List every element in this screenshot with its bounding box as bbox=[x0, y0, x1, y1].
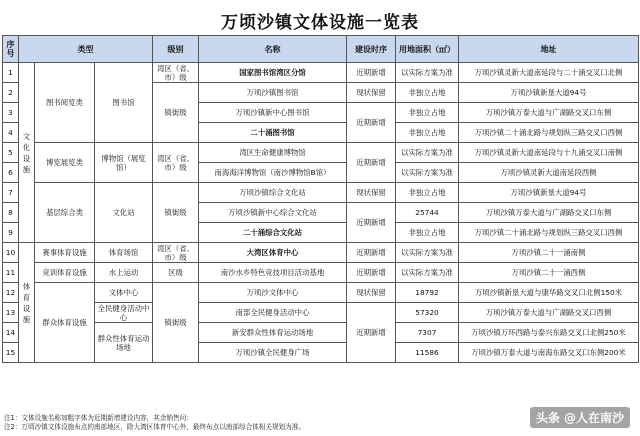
table-row bbox=[3, 63, 639, 83]
group-sports: 体育设施 bbox=[19, 243, 35, 363]
header-no: 序号 bbox=[3, 36, 19, 63]
level-bay: 湾区（省、市）级 bbox=[153, 63, 199, 83]
header-name: 名称 bbox=[199, 36, 347, 63]
row-no: 4 bbox=[3, 123, 19, 143]
row-address: 万顷沙镇万泰大道与广湖路交叉口西侧 bbox=[459, 303, 639, 323]
level-bay: 湾区（省、市）级 bbox=[153, 143, 199, 183]
table-row bbox=[3, 303, 639, 323]
row-area: 以实际方案为准 bbox=[396, 263, 459, 283]
row-address: 万顷沙镇二十一涌西侧 bbox=[459, 263, 639, 283]
header-type: 类型 bbox=[19, 36, 153, 63]
row-no: 13 bbox=[3, 303, 19, 323]
row-address: 万顷沙镇二十一涌南侧 bbox=[459, 243, 639, 263]
cat-museum: 博览展览类 bbox=[35, 143, 95, 183]
row-name: 二十涌图书馆 bbox=[199, 123, 347, 143]
row-address: 万顷沙镇万泰大道与广湖路交叉口东侧 bbox=[459, 203, 639, 223]
row-address: 万顷沙镇万泰大道与广湖路交叉口东侧 bbox=[459, 103, 639, 123]
row-status: 现状保留 bbox=[347, 83, 396, 103]
table-row bbox=[3, 263, 639, 283]
row-area: 非独立占地 bbox=[396, 223, 459, 243]
row-status: 近期新增 bbox=[347, 203, 396, 243]
header-status: 建设时序 bbox=[347, 36, 396, 63]
table-row bbox=[3, 323, 639, 343]
row-no: 15 bbox=[3, 343, 19, 363]
row-address: 万顷沙镇二十涌北路与规划纵三路交叉口西侧 bbox=[459, 123, 639, 143]
row-name: 万顷沙镇综合文化站 bbox=[199, 183, 347, 203]
row-no: 6 bbox=[3, 163, 19, 183]
level-town: 镇街级 bbox=[153, 183, 199, 243]
row-address: 万顷沙镇二十涌北路与规划纵三路交叉口西侧 bbox=[459, 223, 639, 243]
sub-library: 图书馆 bbox=[95, 63, 153, 143]
watermark: 头条 @人在南沙 bbox=[530, 407, 630, 428]
row-area: 非独立占地 bbox=[396, 83, 459, 103]
sub-culture-center: 文体中心 bbox=[95, 283, 153, 303]
facility-table bbox=[2, 35, 639, 363]
row-status: 近期新增 bbox=[347, 243, 396, 263]
row-no: 1 bbox=[3, 63, 19, 83]
row-no: 5 bbox=[3, 143, 19, 163]
row-no: 11 bbox=[3, 263, 19, 283]
note-1: 注1：文体设施名称加粗字体为近期新增建设内容，其余销售问： bbox=[4, 414, 193, 422]
row-no: 2 bbox=[3, 83, 19, 103]
row-name: 万顷沙镇图书馆 bbox=[199, 83, 347, 103]
header-address: 地址 bbox=[459, 36, 639, 63]
sub-museum: 博物馆（展览馆） bbox=[95, 143, 153, 183]
row-address: 万顷沙镇万环西路与泰兴东路交叉口北侧250米 bbox=[459, 323, 639, 343]
row-name: 万顷沙镇新中心图书馆 bbox=[199, 103, 347, 123]
row-name: 万顷沙文体中心 bbox=[199, 283, 347, 303]
row-no: 8 bbox=[3, 203, 19, 223]
row-area: 以实际方案为准 bbox=[396, 163, 459, 183]
row-no: 3 bbox=[3, 103, 19, 123]
level-town: 镇街级 bbox=[153, 283, 199, 363]
row-name: 湾区生命健康博物馆 bbox=[199, 143, 347, 163]
group-culture: 文化设施 bbox=[19, 63, 35, 243]
row-no: 10 bbox=[3, 243, 19, 263]
row-name: 国家图书馆湾区分馆 bbox=[199, 63, 347, 83]
header-area: 用地面积（㎡） bbox=[396, 36, 459, 63]
sub-venue: 群众性体育运动场地 bbox=[95, 323, 153, 363]
cat-match: 赛事体育设施 bbox=[35, 243, 95, 263]
row-address: 万顷沙镇灵新大道南延段与二十涌交叉口北侧 bbox=[459, 63, 639, 83]
level-bay: 湾区（省、市）级 bbox=[153, 243, 199, 263]
row-status: 近期新增 bbox=[347, 263, 396, 283]
row-name: 南海海洋博物馆（南沙博物馆B馆） bbox=[199, 163, 347, 183]
row-name: 南部全民健身活动中心 bbox=[199, 303, 347, 323]
cat-mass: 群众体育设施 bbox=[35, 283, 95, 363]
row-address: 万顷沙镇新垦大道94号 bbox=[459, 183, 639, 203]
row-area: 7307 bbox=[396, 323, 459, 343]
row-no: 9 bbox=[3, 223, 19, 243]
page-title: 万顷沙镇文体设施一览表 bbox=[221, 13, 419, 33]
row-name: 万顷沙镇全民健身广场 bbox=[199, 343, 347, 363]
level-district: 区级 bbox=[153, 263, 199, 283]
sub-fitness-center: 全民健身活动中心 bbox=[95, 303, 153, 323]
row-name: 二十涌综合文化站 bbox=[199, 223, 347, 243]
row-address: 万顷沙镇新垦大道与康华路交叉口北侧150米 bbox=[459, 283, 639, 303]
table-row bbox=[3, 243, 639, 263]
row-status: 近期新增 bbox=[347, 303, 396, 363]
row-area: 18792 bbox=[396, 283, 459, 303]
table-row bbox=[3, 183, 639, 203]
table-row bbox=[3, 143, 639, 163]
row-area: 以实际方案为准 bbox=[396, 63, 459, 83]
row-area: 非独立占地 bbox=[396, 103, 459, 123]
row-area: 11586 bbox=[396, 343, 459, 363]
row-status: 近期新增 bbox=[347, 63, 396, 83]
row-status: 近期新增 bbox=[347, 103, 396, 143]
cat-water: 竞训体育设施 bbox=[35, 263, 95, 283]
row-status: 近期新增 bbox=[347, 143, 396, 183]
table-row bbox=[3, 283, 639, 303]
row-no: 12 bbox=[3, 283, 19, 303]
row-address: 万顷沙镇新垦大道94号 bbox=[459, 83, 639, 103]
row-address: 万顷沙镇灵新大道南延段与十九涌交叉口南侧 bbox=[459, 143, 639, 163]
row-no: 14 bbox=[3, 323, 19, 343]
sub-stadium: 体育场馆 bbox=[95, 243, 153, 263]
cat-comprehensive: 基层综合类 bbox=[35, 183, 95, 243]
row-area: 非独立占地 bbox=[396, 123, 459, 143]
row-no: 7 bbox=[3, 183, 19, 203]
sub-culture-station: 文化站 bbox=[95, 183, 153, 243]
row-address: 万顷沙镇万泰大道与南海东路交叉口东侧200米 bbox=[459, 343, 639, 363]
header-level: 级别 bbox=[153, 36, 199, 63]
sub-water-sport: 水上运动 bbox=[95, 263, 153, 283]
row-area: 以实际方案为准 bbox=[396, 243, 459, 263]
row-area: 以实际方案为准 bbox=[396, 143, 459, 163]
note-2: 注2：万顷沙镇文体设施布点的南部地区，除大湾区体育中心外，最终布点以南部综合体相关规划为准。 bbox=[4, 423, 305, 431]
level-town: 镇街级 bbox=[153, 83, 199, 143]
row-name: 南沙水乡特色竞技项目活动基地 bbox=[199, 263, 347, 283]
row-area: 非独立占地 bbox=[396, 183, 459, 203]
row-name: 新安群众性体育运动场地 bbox=[199, 323, 347, 343]
header-row bbox=[3, 36, 639, 63]
row-area: 57320 bbox=[396, 303, 459, 323]
row-area: 25744 bbox=[396, 203, 459, 223]
row-name: 万顷沙镇新中心综合文化站 bbox=[199, 203, 347, 223]
row-status: 现状保留 bbox=[347, 183, 396, 203]
row-status: 现状保留 bbox=[347, 283, 396, 303]
row-name: 大湾区体育中心 bbox=[199, 243, 347, 263]
cat-library: 图书阅览类 bbox=[35, 63, 95, 143]
row-address: 万顷沙镇灵新大道南延段西侧 bbox=[459, 163, 639, 183]
